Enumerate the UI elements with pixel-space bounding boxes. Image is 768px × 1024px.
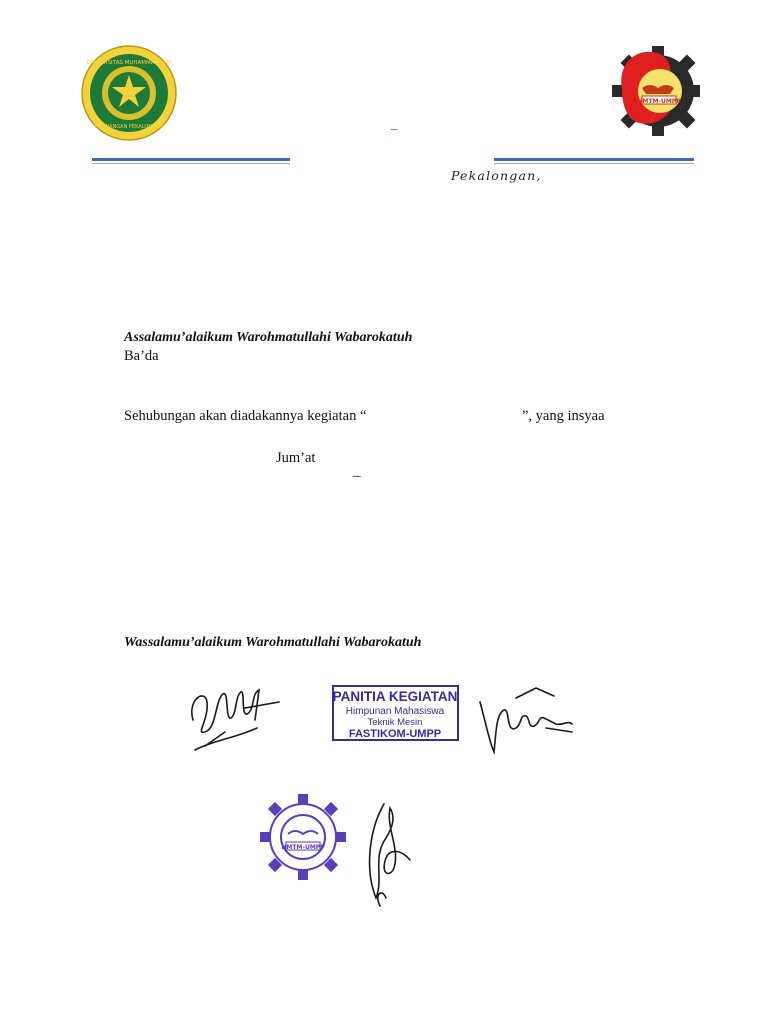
handwritten-signature-icon [350, 798, 420, 910]
opening-greeting: Assalamu’alaikum Warohmatullahi Wabarokatuh [124, 330, 413, 345]
gear-handshake-logo-icon [612, 44, 700, 136]
stamp-line-1: PANITIA KEGIATAN [332, 689, 458, 704]
intro-paragraph-end: ”, yang insyaa [522, 408, 605, 424]
handwritten-signature-icon [476, 684, 580, 756]
closing-greeting: Wassalamu’alaikum Warohmatullahi Wabarokatuh [124, 635, 422, 650]
time-dash: – [353, 468, 361, 484]
university-logo [80, 44, 178, 142]
header-rule-left [92, 158, 290, 164]
gear-stamp-icon [256, 790, 350, 884]
stamp-line-2: Himpunan Mahasiswa [345, 706, 445, 717]
stamp-line-4: FASTIKOM-UMPP [348, 728, 442, 740]
university-emblem-icon [80, 44, 178, 142]
header-underscore: _ [391, 116, 398, 131]
hmtm-logo [612, 44, 700, 136]
logo-lettering: HMTM-UMPP [637, 98, 681, 105]
stamp-line-3: Teknik Mesin [367, 717, 423, 728]
event-day: Jum’at [276, 450, 316, 466]
bada-line: Ba’da [124, 348, 159, 364]
rubber-stamp-icon [332, 685, 459, 741]
signature-left [185, 680, 285, 755]
logo-lettering-top: UNIVERSITAS MUHAMMADIYAH [86, 60, 172, 66]
organization-stamp [256, 790, 350, 884]
signature-bottom [350, 798, 420, 910]
handwritten-signature-icon [185, 680, 285, 755]
logo-lettering-bottom: PEKAJANGAN PEKALONGAN [94, 124, 164, 130]
letter-city-date: Pekalongan, [451, 168, 542, 183]
committee-stamp [332, 685, 459, 741]
stamp-gear-lettering: HMTM-UMPP [281, 844, 325, 851]
signature-right [476, 684, 580, 756]
header-rule-right [494, 158, 694, 164]
intro-paragraph-start: Sehubungan akan diadakannya kegiatan “ [124, 408, 367, 424]
